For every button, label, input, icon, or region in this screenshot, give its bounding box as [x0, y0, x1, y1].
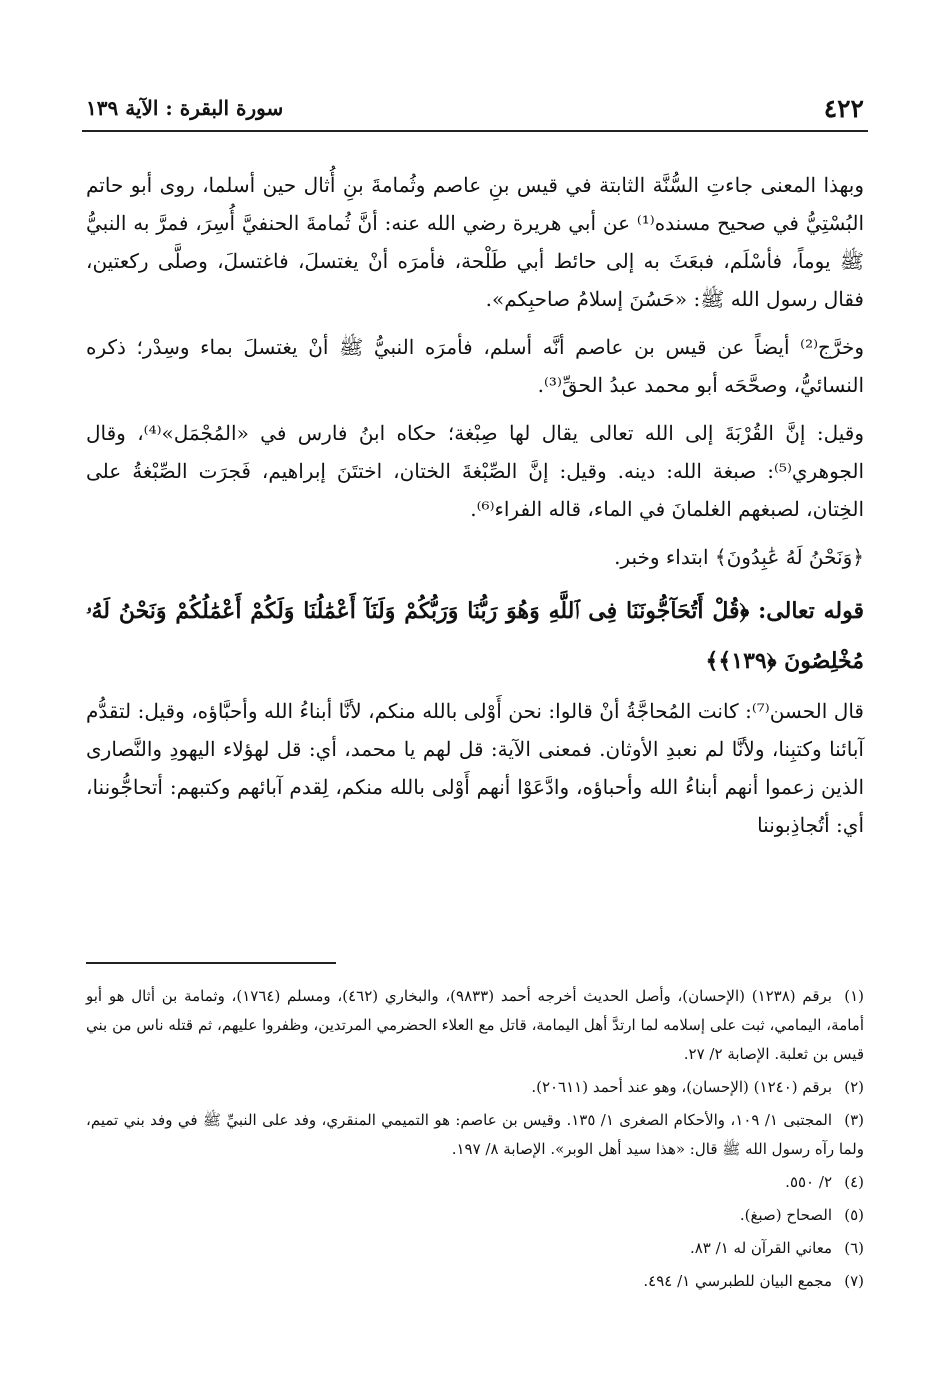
footnote-7 — [86, 1267, 864, 1296]
footnote-number: (٢) — [844, 1078, 864, 1096]
footnote-6 — [86, 1234, 864, 1263]
verse-heading-label: قوله تعالى: — [758, 598, 865, 624]
footnote-3 — [86, 1106, 864, 1164]
paragraph-3: وقيل: إنَّ القُرْبَةَ إلى الله تعالى يقال لها صِبْغة؛ حكاه ابنُ فارس في «المُجْمَل»⁽⁴⁾، وقال الجوهري⁽⁵⁾: صبغة الله: دينه. وقيل: إنَّ الصِّبْغةَ الختان، اختتَنَ إبراهيم، فَجرَت الصِّبْغةُ على الخِتان، لصبغهم الغلمانَ في الماء، قاله الفراء⁽⁶⁾. — [86, 421, 864, 521]
surah-title: سورة البقرة : الآية ١٣٩ — [86, 96, 284, 120]
verse-text: ﴿قُلْ أَتُحَآجُّونَنَا فِى ٱللَّهِ وَهُوَ رَبُّنَا وَرَبُّكُمْ وَلَنَآ أَعْمَٰلُنَا وَلَكُمْ أَعْمَٰلُكُمْ وَنَحْنُ لَهُۥ مُخْلِصُونَ ﴿١٣٩﴾﴾ — [86, 598, 864, 674]
header-divider — [82, 130, 868, 132]
page-header — [86, 94, 864, 126]
footnote-number: (٥) — [844, 1206, 864, 1224]
page-number: ٤٢٢ — [823, 94, 864, 123]
footnote-text: الصحاح (صبغ). — [739, 1206, 832, 1224]
paragraph-2: وخرَّج⁽²⁾ أيضاً عن قيس بن عاصم أنَّه أسلم، فأمرَه النبيُّ ﷺ أنْ يغتسلَ بماء وسِدْر؛ ذكره النسائيُّ، وصحَّحَه أبو محمد عبدُ الحقِّ⁽³⁾. — [86, 335, 865, 397]
footnote-text: برقم (١٢٤٠) (الإحسان)، وهو عند أحمد (٢٠٦١١). — [531, 1078, 832, 1096]
footnote-number: (٤) — [844, 1173, 864, 1191]
footnote-text: مجمع البيان للطبرسي ١/ ٤٩٤. — [643, 1272, 832, 1290]
paragraph-1: وبهذا المعنى جاءتِ السُّنَّة الثابتة في قيس بنِ عاصم وثُمامةَ بنِ أُثال حين أسلما، روى أبو حاتم البُسْتِيُّ في صحيح مسنده⁽¹⁾ عن أبي هريرة رضي الله عنه: أنَّ ثُمامةَ الحنفيَّ أُسِرَ، فمرَّ به النبيُّ ﷺ يوماً، فأسْلَم، فبعَثَ به إلى حائط أبي طَلْحة، فأمرَه أنْ يغتسلَ، فاغتسلَ، وصلَّى ركعتين، فقال رسول الله ﷺ: «حَسُنَ إسلامُ صاحبِكم». — [86, 173, 864, 311]
paragraph-5: قال الحسن⁽⁷⁾: كانت المُحاجَّةُ أنْ قالوا: نحن أَوْلى بالله منكم، لأنَّا أبناءُ الله وأحبَّاؤه، وقيل: لتقدُّم آبائنا وكتبِنا، ولأنَّا لم نعبدِ الأوثان. فمعنى الآية: قل لهم يا محمد، أي: قل لهؤلاء اليهودِ والنَّصارى الذين زعموا أنهم أبناءُ الله وأحباؤه، وادَّعَوْا أنهم أَوْلى بالله منكم، لِقدم آبائهم وكتبهم: أتحاجُّوننا، أي: أتُجاذِبوننا — [86, 699, 864, 837]
footnote-5 — [86, 1201, 864, 1230]
verse-heading — [86, 586, 864, 686]
footnotes — [86, 982, 864, 1300]
footnote-text: معاني القرآن له ١/ ٨٣. — [689, 1239, 832, 1257]
footnote-number: (٧) — [844, 1272, 864, 1290]
footnote-1 — [86, 982, 864, 1069]
footnote-2 — [86, 1073, 864, 1102]
footnote-number: (٦) — [844, 1239, 864, 1257]
footnote-text: برقم (١٢٣٨) (الإحسان)، وأصل الحديث أخرجه أحمد (٩٨٣٣)، والبخاري (٤٦٢)، ومسلم (١٧٦٤)، وثمامة بن أثال هو أبو أمامة، اليمامي، ثبت على إسلامه لما ارتدَّ أهل اليمامة، قاتل مع العلاء الحضرمي المرتدين، وظفروا عليهم، ثم قتله ناس من بني قيس بن ثعلبة. الإصابة ٢/ ٢٧. — [86, 987, 864, 1063]
footnote-number: (٣) — [844, 1111, 864, 1129]
footnote-number: (١) — [844, 987, 864, 1005]
main-text — [86, 166, 864, 854]
paragraph-4: ﴿وَنَحْنُ لَهُ عَٰبِدُونَ﴾ ابتداء وخبر. — [614, 545, 864, 569]
footnote-4 — [86, 1168, 864, 1197]
footnote-text: المجتبى ١/ ١٠٩، والأحكام الصغرى ١/ ١٣٥. وقيس بن عاصم: هو التميمي المنقري، وفد على النبيِّ ﷺ في وفد بني تميم، ولما رآه رسول الله ﷺ قال: «هذا سيد أهل الوبر». الإصابة ٨/ ١٩٧. — [86, 1111, 864, 1158]
footnote-text: ٢/ ٥٥٠. — [785, 1173, 832, 1191]
footnote-divider — [86, 962, 336, 964]
